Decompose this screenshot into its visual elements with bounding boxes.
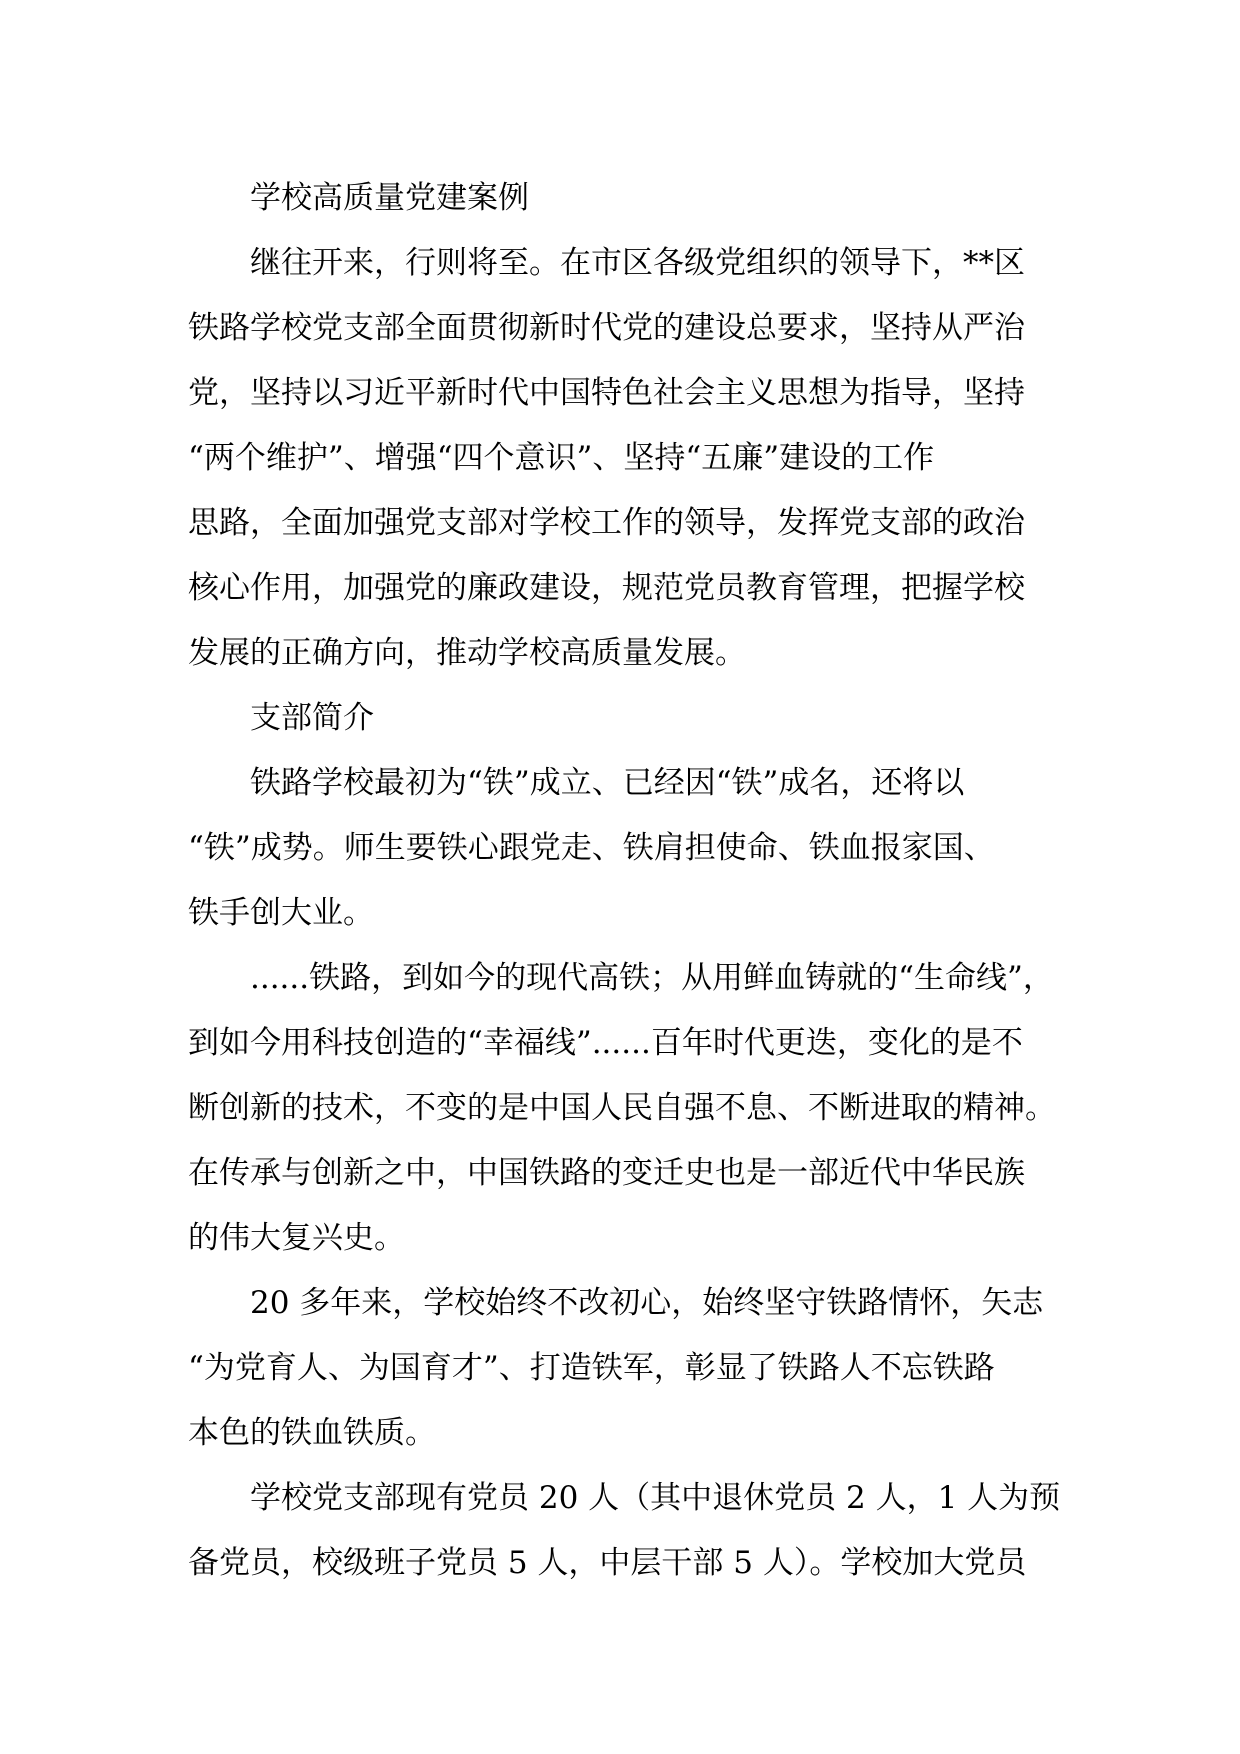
- paragraph-line: 学校党支部现有党员 20 人（其中退休党员 2 人，1 人为预: [250, 1480, 1061, 1516]
- paragraph-line: 党，坚持以习近平新时代中国特色社会主义思想为指导，坚持: [188, 375, 1025, 411]
- paragraph-history: [188, 946, 1068, 1271]
- paragraph-commitment: [188, 1271, 1068, 1466]
- paragraph-members: [188, 1466, 1068, 1596]
- paragraph-line: “两个维护”、增强“四个意识”、坚持“五廉”建设的工作: [188, 440, 935, 476]
- paragraph-line: 铁路学校最初为“铁”成立、已经因“铁”成名，还将以: [250, 765, 965, 801]
- paragraph-line: 核心作用，加强党的廉政建设，规范党员教育管理，把握学校: [188, 570, 1025, 606]
- paragraph-line: 继往开来，行则将至。在市区各级党组织的领导下，**区: [250, 245, 1025, 281]
- paragraph-line: 20 多年来，学校始终不改初心，始终坚守铁路情怀，矢志: [250, 1285, 1044, 1321]
- paragraph-line: “为党育人、为国育才”、打造铁军，彰显了铁路人不忘铁路: [188, 1350, 995, 1386]
- paragraph-line: ......铁路，到如今的现代高铁；从用鲜血铸就的“生命线”，: [250, 960, 1054, 996]
- paragraph-intro: [188, 231, 1068, 686]
- paragraph-line: 发展的正确方向，推动学校高质量发展。: [188, 635, 746, 671]
- paragraph-line: 的伟大复兴史。: [188, 1220, 405, 1256]
- paragraph-line: “铁”成势。师生要铁心跟党走、铁肩担使命、铁血报家国、: [188, 830, 995, 866]
- paragraph-origin: [188, 751, 1068, 946]
- paragraph-line: 铁路学校党支部全面贯彻新时代党的建设总要求，坚持从严治: [188, 310, 1025, 346]
- section-heading: 支部简介: [250, 700, 374, 736]
- document-body: [188, 166, 1068, 1596]
- document-title: 学校高质量党建案例: [250, 180, 529, 216]
- paragraph-line: 铁手创大业。: [188, 895, 374, 931]
- paragraph-line: 思路，全面加强党支部对学校工作的领导，发挥党支部的政治: [188, 505, 1025, 541]
- paragraph-line: 在传承与创新之中，中国铁路的变迁史也是一部近代中华民族: [188, 1155, 1025, 1191]
- paragraph-line: 到如今用科技创造的“幸福线”......百年时代更迭，变化的是不: [188, 1025, 1023, 1061]
- paragraph-line: 断创新的技术，不变的是中国人民自强不息、不断进取的精神。: [188, 1090, 1056, 1126]
- paragraph-line: 备党员，校级班子党员 5 人，中层干部 5 人）。学校加大党员: [188, 1545, 1027, 1581]
- paragraph-line: 本色的铁血铁质。: [188, 1415, 436, 1451]
